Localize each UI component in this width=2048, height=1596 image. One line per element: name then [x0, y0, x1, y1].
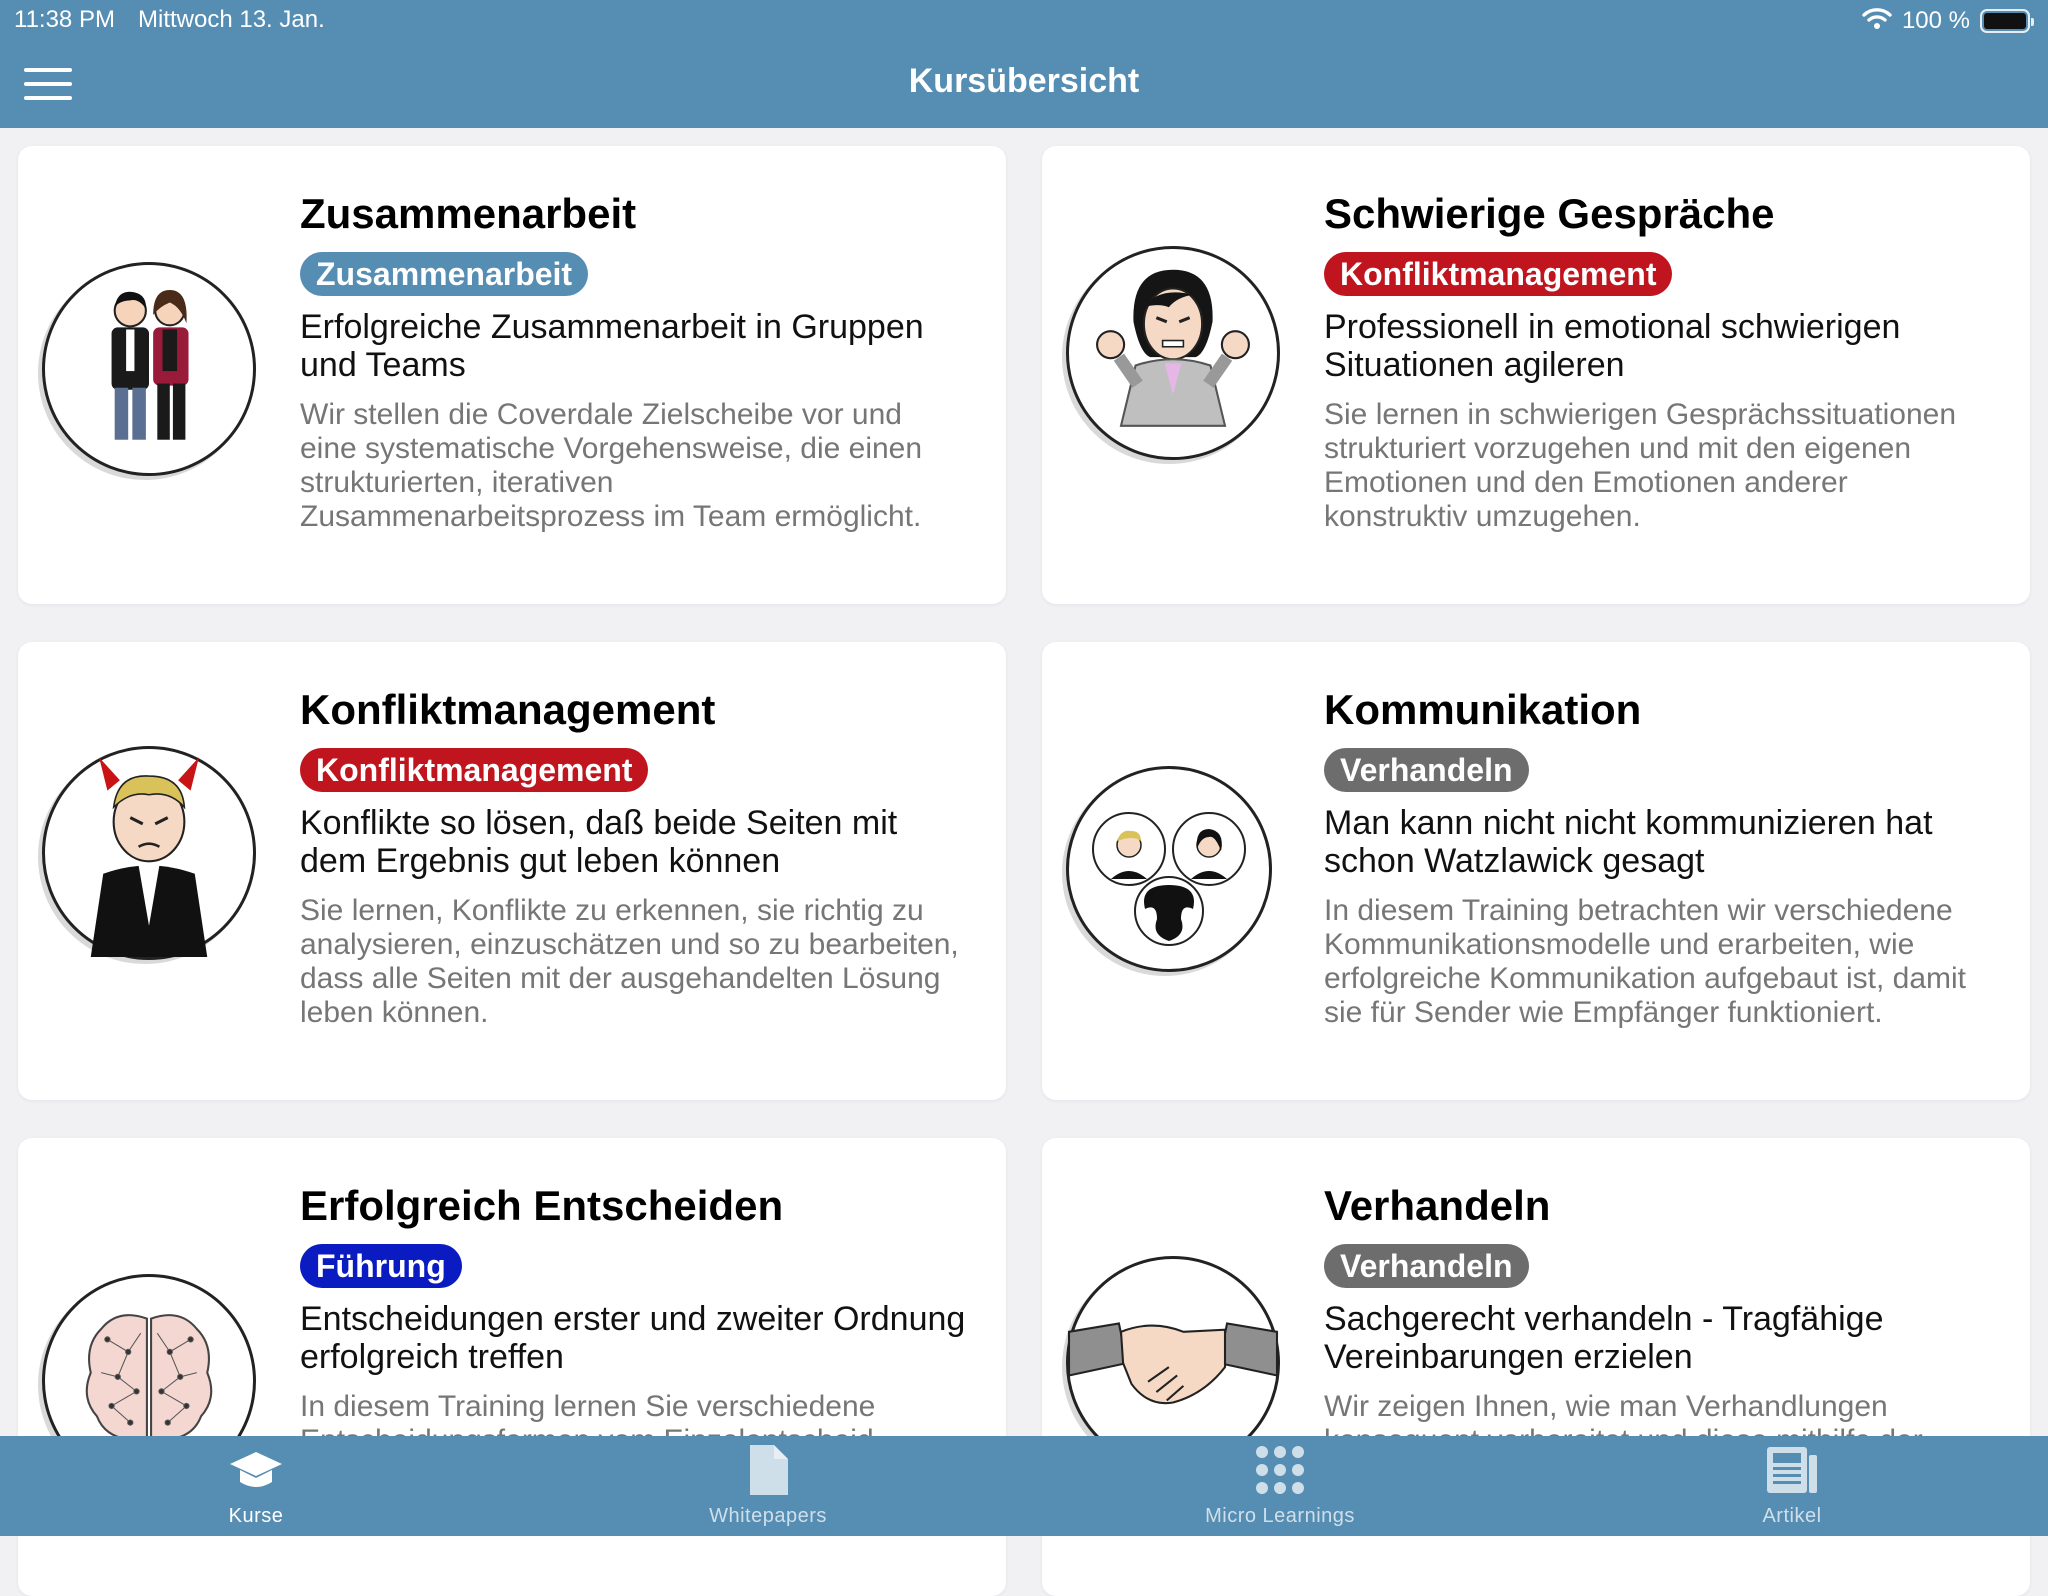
category-badge: Zusammenarbeit [300, 252, 588, 296]
category-badge: Führung [300, 1244, 462, 1288]
course-title: Verhandeln [1324, 1182, 1551, 1229]
course-subtitle: Konflikte so lösen, daß beide Seiten mit dem Ergebnis gut leben können [300, 804, 898, 880]
status-date: Mittwoch 13. Jan. [138, 6, 325, 33]
course-list[interactable] [0, 128, 2048, 1436]
battery-percent: 100 % [1901, 7, 1970, 34]
category-badge: Verhandeln [1324, 1244, 1529, 1288]
category-badge: Konfliktmanagement [300, 748, 648, 792]
course-text [1324, 684, 1990, 1030]
graduation-cap-icon [226, 1441, 286, 1499]
course-title: Konfliktmanagement [300, 686, 716, 733]
course-title: Zusammenarbeit [300, 190, 637, 237]
newspaper-icon [1762, 1441, 1822, 1499]
course-text [1324, 188, 1990, 534]
tab-label: Artikel [1762, 1505, 1822, 1527]
course-title: Schwierige Gespräche [1324, 190, 1775, 237]
course-text [300, 188, 966, 534]
course-text [1324, 1180, 1990, 1458]
grid-dots-icon [1250, 1441, 1310, 1499]
course-title: Erfolgreich Entscheiden [300, 1182, 784, 1229]
course-card-kommunikation[interactable] [1042, 642, 2030, 1100]
tab-kurse[interactable] [0, 1436, 512, 1536]
tab-label: Kurse [228, 1505, 284, 1527]
course-card-schwierige-gespraeche[interactable] [1042, 146, 2030, 604]
course-description: Wir stellen die Coverdale Zielscheibe vor und eine systematische Vorgehensweise, die einen strukturierten, iterativen Zusammenarbeitsprozess im Team ermöglicht. [300, 398, 923, 533]
course-description: In diesem Training lernen Sie verschiedene [300, 1390, 876, 1423]
tab-micro-learnings[interactable] [1024, 1436, 1536, 1536]
course-title: Kommunikation [1324, 686, 1642, 733]
devil-man-illustration [42, 746, 256, 960]
tab-label: Whitepapers [709, 1505, 827, 1527]
page-title: Kursübersicht [908, 62, 1140, 100]
course-card-konfliktmanagement[interactable] [18, 642, 1006, 1100]
team-couple-illustration [42, 262, 256, 476]
top-bar [0, 0, 2048, 128]
tab-whitepapers[interactable] [512, 1436, 1024, 1536]
course-card-zusammenarbeit[interactable] [18, 146, 1006, 604]
document-icon [738, 1441, 798, 1499]
course-subtitle: Sachgerecht verhandeln - Tragfähige Vereinbarungen erzielen [1324, 1300, 1884, 1376]
tab-label: Micro Learnings [1205, 1505, 1355, 1527]
course-subtitle: Erfolgreiche Zusammenarbeit in Gruppen und Teams [300, 308, 924, 384]
course-description: In diesem Training betrachten wir verschiedene Kommunikationsmodelle und erarbeiten, wie erfolgreiche Kommunikation aufgebaut ist, damit sie für Sender wie Empfänger funktioniert. [1324, 894, 1967, 1029]
battery-icon [1980, 9, 2030, 33]
course-subtitle: Professionell in emotional schwierigen Situationen agileren [1324, 308, 1901, 384]
course-text [300, 684, 966, 1030]
status-time: 11:38 PM [14, 6, 115, 33]
tab-artikel[interactable] [1536, 1436, 2048, 1536]
category-badge: Verhandeln [1324, 748, 1529, 792]
course-description: Sie lernen in schwierigen Gesprächssituationen strukturiert vorzugehen und mit den eigenen Emotionen und den Emotionen anderer konstruktiv umzugehen. [1324, 398, 1957, 533]
angry-woman-illustration [1066, 246, 1280, 460]
category-badge: Konfliktmanagement [1324, 252, 1672, 296]
course-subtitle: Man kann nicht nicht kommunizieren hat schon Watzlawick gesagt [1324, 804, 1933, 880]
course-text [300, 1180, 966, 1458]
course-description: Wir zeigen Ihnen, wie man Verhandlungen [1324, 1390, 1888, 1423]
course-subtitle: Entscheidungen erster und zweiter Ordnung erfolgreich treffen [300, 1300, 966, 1376]
status-indicators [1862, 6, 2030, 36]
battery-level [1984, 13, 2026, 29]
course-description: Sie lernen, Konflikte zu erkennen, sie richtig zu analysieren, einzuschätzen und so zu bearbeiten, dass alle Seiten mit der ausgehandelten Lösung leben können. [300, 894, 959, 1029]
tab-bar [0, 1436, 2048, 1536]
wifi-icon [1862, 7, 1892, 36]
communication-faces-illustration [1066, 766, 1272, 972]
